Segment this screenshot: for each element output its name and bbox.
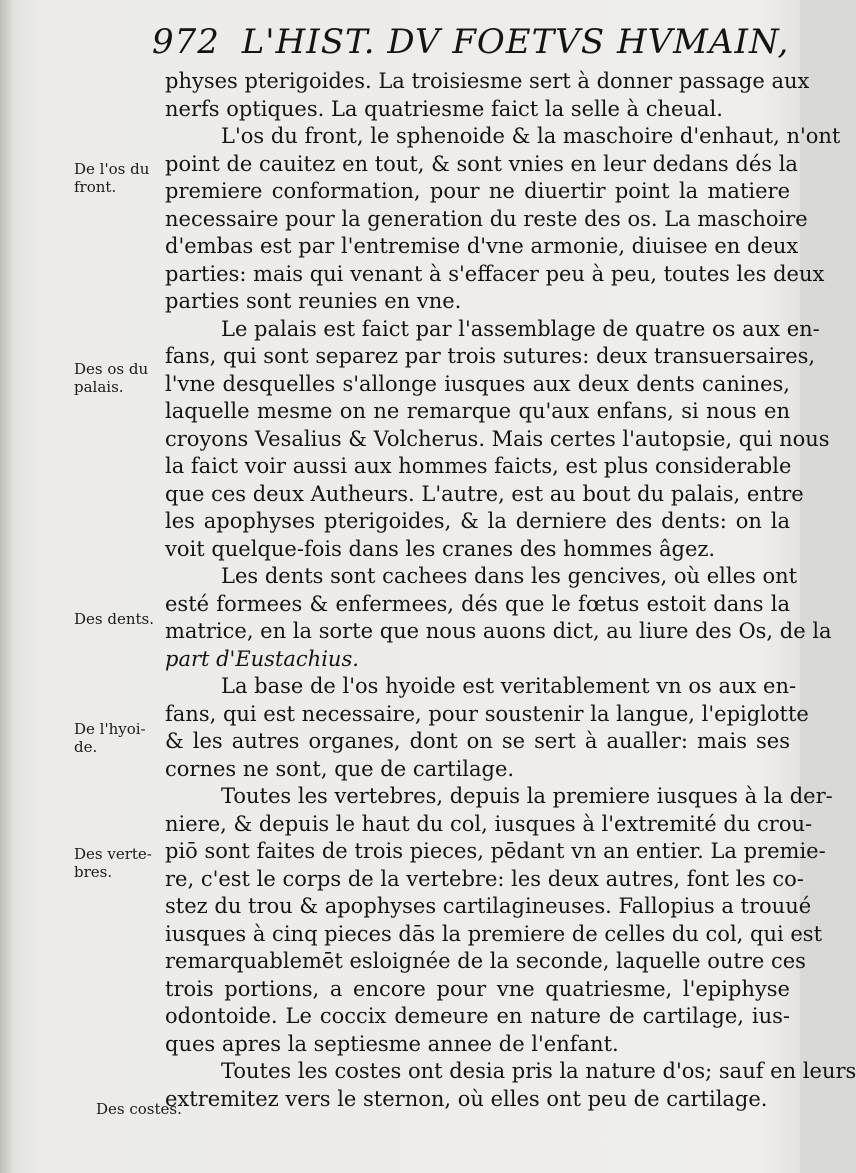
margin-note-line: de. xyxy=(74,738,98,756)
running-header xyxy=(152,22,792,62)
text-line: extremitez vers le sternon, où elles ont peu de cartilage. xyxy=(165,1086,768,1111)
text-line: La base de l'os hyoide est veritablement vn os aux en- xyxy=(221,674,797,698)
margin-note-line: De l'os du xyxy=(74,160,150,178)
margin-note-line: palais. xyxy=(74,378,124,396)
text-line: la faict voir aussi aux hommes faicts, est plus considerable xyxy=(165,454,792,478)
text-line: parties: mais qui venant à s'effacer peu à peu, toutes les deux xyxy=(165,261,825,286)
text-line: piō sont faites de trois pieces, pēdant vn an entier. La premie- xyxy=(165,839,826,863)
body-text xyxy=(165,68,856,1113)
margin-note-palais xyxy=(74,360,166,396)
text-line: esté formees & enfermees, dés que le fœtus estoit dans la xyxy=(165,591,790,616)
text-line: point de cauitez en tout, & sont vnies en leur dedans dés la xyxy=(165,151,798,176)
text-line: Le palais est faict par l'assemblage de quatre os aux en- xyxy=(221,316,820,341)
text-line: stez du trou & apophyses cartilagineuses. Fallopius a trouué xyxy=(165,894,812,918)
text-line: que ces deux Autheurs. L'autre, est au bout du palais, entre xyxy=(165,481,804,506)
text-line: Toutes les costes ont desia pris la nature d'os; sauf en leurs xyxy=(221,1059,856,1083)
text-line: odontoide. Le coccix demeure en nature de cartilage, ius- xyxy=(165,1004,790,1028)
margin-note-line: Des dents. xyxy=(74,610,155,628)
text-line: part d'Eustachius. xyxy=(165,646,359,671)
margin-note-hyoide xyxy=(74,720,166,756)
text-line: cornes ne sont, que de cartilage. xyxy=(165,756,515,781)
margin-note-costes xyxy=(96,1100,188,1118)
text-line: d'embas est par l'entremise d'vne armonie, diuisee en deux xyxy=(165,234,799,258)
text-line: necessaire pour la generation du reste des os. La maschoire xyxy=(165,206,808,231)
margin-note-vertebres xyxy=(74,845,166,881)
margin-note-front xyxy=(74,160,166,196)
running-title: L'HIST. DV FOETVS HVMAIN, xyxy=(241,22,790,62)
margin-note-line: Des os du xyxy=(74,360,149,378)
text-line: & les autres organes, dont on se sert à aualler: mais ses xyxy=(165,729,790,753)
text-line: parties sont reunies en vne. xyxy=(165,289,462,313)
text-line: re, c'est le corps de la vertebre: les deux autres, font les co- xyxy=(165,866,804,891)
margin-note-line: Des verte- xyxy=(74,845,152,863)
margin-note-line: De l'hyoi- xyxy=(74,720,146,738)
text-line: fans, qui est necessaire, pour soustenir la langue, l'epiglotte xyxy=(165,701,809,726)
text-line: physes pterigoides. La troisiesme sert à donner passage aux xyxy=(165,69,810,93)
text-line: trois portions, a encore pour vne quatriesme, l'epiphyse xyxy=(165,976,790,1001)
text-line: L'os du front, le sphenoide & la maschoire d'enhaut, n'ont xyxy=(221,124,841,148)
text-line: l'vne desquelles s'allonge iusques aux deux dents canines, xyxy=(165,371,790,396)
text-line: croyons Vesalius & Volcherus. Mais certes l'autopsie, qui nous xyxy=(165,426,830,451)
text-line: laquelle mesme on ne remarque qu'aux enfans, si nous en xyxy=(165,399,790,423)
text-line: Les dents sont cachees dans les gencives, où elles ont xyxy=(221,564,798,588)
margin-note-dents xyxy=(74,610,166,628)
text-line: remarquablemēt esloignée de la seconde, laquelle outre ces xyxy=(165,949,806,973)
text-line: premiere conformation, pour ne diuertir point la matiere xyxy=(165,179,790,203)
text-line: matrice, en la sorte que nous auons dict, au liure des Os, de la xyxy=(165,619,832,643)
text-line: voit quelque-fois dans les cranes des hommes âgez. xyxy=(165,536,716,561)
text-line: niere, & depuis le haut du col, iusques à l'extremité du crou- xyxy=(165,811,813,836)
text-line: les apophyses pterigoides, & la derniere des dents: on la xyxy=(165,509,790,533)
text-line: ques apres la septiesme annee de l'enfant. xyxy=(165,1031,619,1056)
text-line: iusques à cinq pieces dās la premiere de celles du col, qui est xyxy=(165,921,823,946)
margin-note-line: Des costes. xyxy=(96,1100,182,1118)
margin-note-line: bres. xyxy=(74,863,113,881)
text-line: Toutes les vertebres, depuis la premiere iusques à la der- xyxy=(221,784,833,808)
page-number: 972 xyxy=(152,22,220,62)
text-line: fans, qui sont separez par trois sutures: deux transuersaires, xyxy=(165,344,816,368)
text-line: nerfs optiques. La quatriesme faict la selle à cheual. xyxy=(165,96,723,121)
margin-note-line: front. xyxy=(74,178,117,196)
